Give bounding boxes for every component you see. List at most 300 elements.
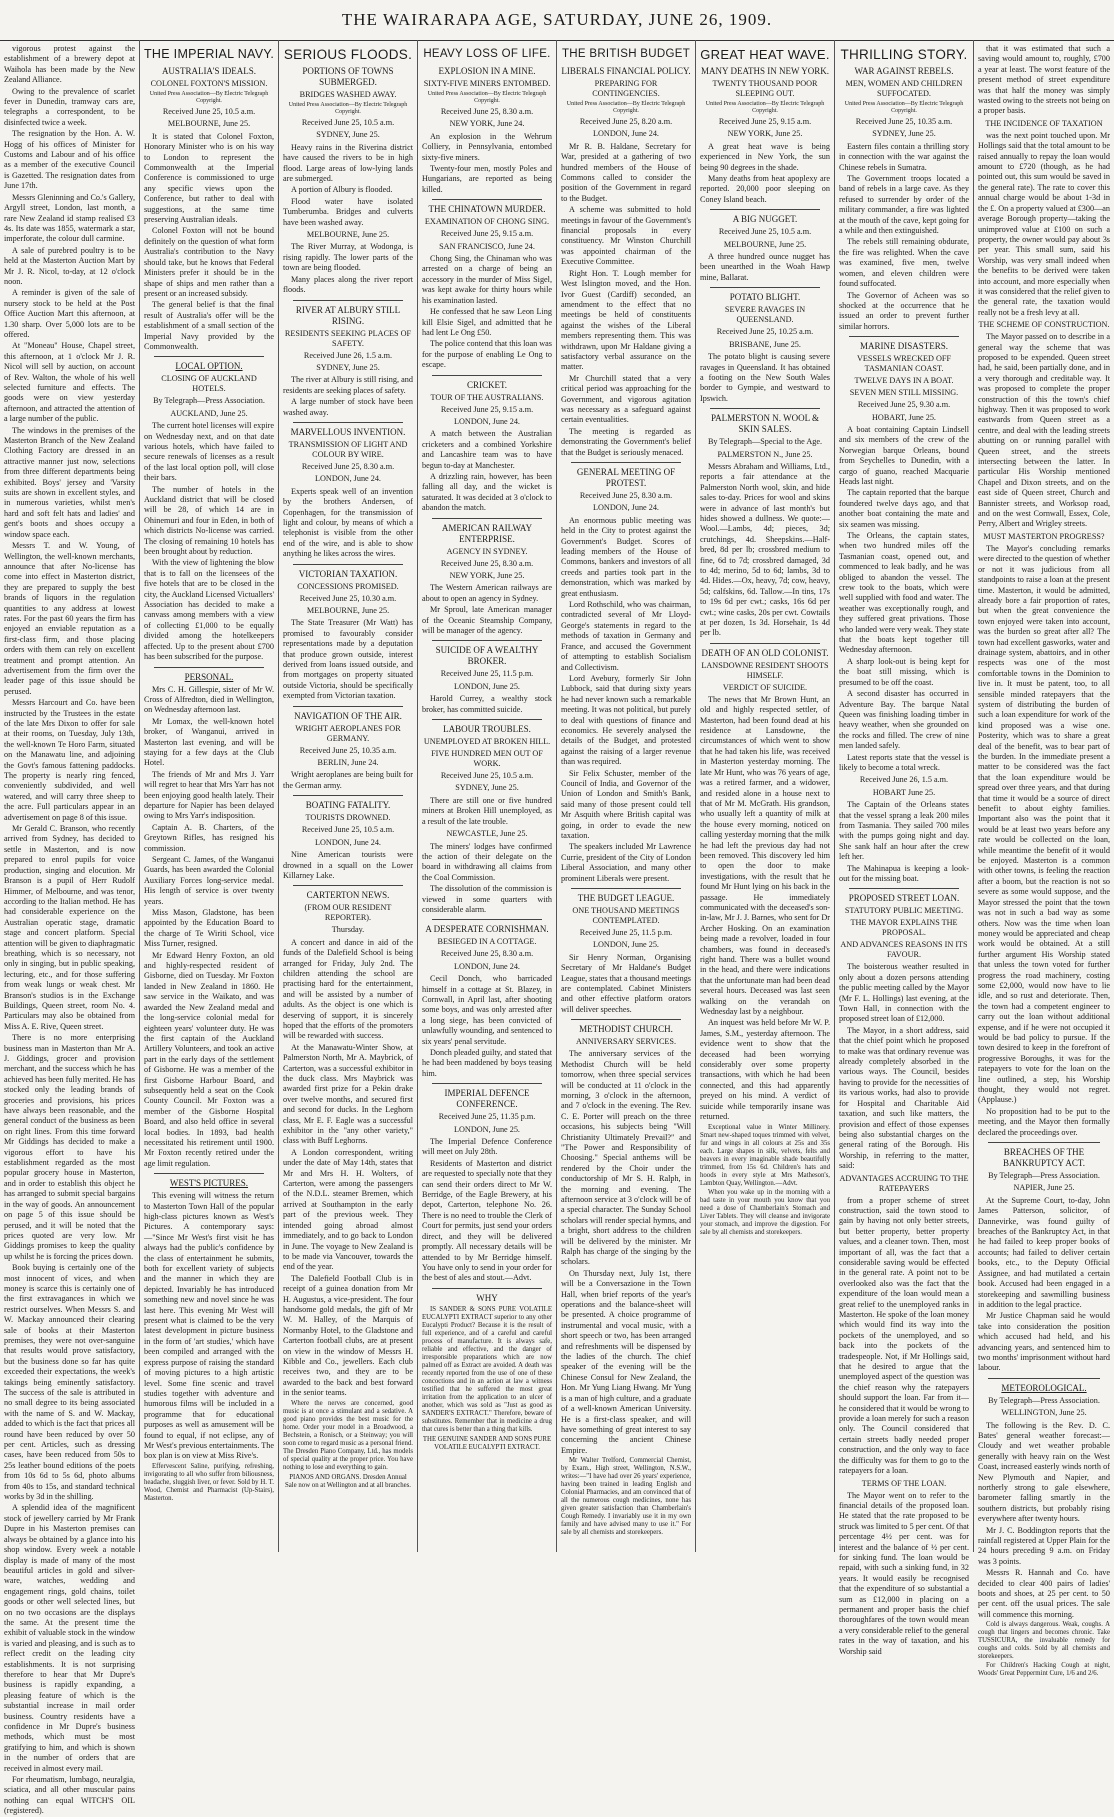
dateline: By Telegraph—Press Association. bbox=[988, 1171, 1100, 1181]
paragraph: Latest reports state that the vessel is likely to become a total wreck. bbox=[839, 752, 969, 772]
article-body bbox=[283, 487, 413, 560]
subhead: SEVEN MEN STILL MISSING. bbox=[849, 388, 959, 398]
paragraph: The resignation by the Hon. A. W. Hogg of his offices of Minister for Customs and Labour and of his office as a member of the executive Council is Gazetted. The resignation dates from June 17th. bbox=[4, 129, 135, 191]
article-body bbox=[283, 770, 413, 791]
article-body bbox=[700, 352, 830, 404]
paragraph: He confessed that he saw Leon Ling kill Elsie Sigel, and admitted that he had lent Le Ong £50. bbox=[422, 307, 552, 337]
paragraph: The Mayor passed on to describe in a general way the scheme that was proposed to be expended. Queen street had, he said, been partially done, and in a very thorough and creditable way. It was proposed to complete the proper construction of this the town's chief highway. Then it was proposed to work eastwards from Queen street as a centre, and deal with the leading streets abutting on or running parallel with Queen street, and the streets intersecting between the latter. In particular His Worship mentioned Chapel and Dixon streets, and on the east side of Queen street, Church and Bannister streets, and Worksop road, and on the west Cornwall, Essex, Cole, Perry, Albert and Wrigley streets. bbox=[978, 332, 1110, 529]
column-rule bbox=[293, 706, 403, 707]
column-1-body bbox=[4, 44, 135, 1817]
dateline: NEW YORK, June 25. bbox=[449, 571, 525, 580]
paragraph: Right Hon. T. Lough member for West Islington moved, and the Hon. Ivor Guest (Cardiff) seconded, an amendment to the effect that no meetings be held of constituents against the wishes of the Liberal members representing them. This was withdrawn, upon Mr Haldane giving a satisfactory verbal assurance on the matter. bbox=[561, 268, 691, 372]
paragraph: A three hundred ounce nugget has been unearthed in the Woah Hawp mine, Ballarat. bbox=[700, 252, 830, 282]
section-heading: MUST MASTERTON PROGRESS? bbox=[983, 531, 1105, 541]
paragraph: Cecil Donch, who barricaded himself in a cottage at St. Blazey, in Cornwall, in April last, after shooting some boys, and was only arrested after a long siege, has been convicted of unlawfully wounding, and sentenced to six years' penal servitude. bbox=[422, 974, 552, 1046]
advertisement: Effervescent Saline, purifying, refreshing, invigorating to all who suffer from biliousness, headache, sluggish liver, or fever. Sold by H. T. Wood, Chemist and Pharmacist (Up-Stairs), Masterton. bbox=[144, 1462, 274, 1502]
paragraph: The Captain of the Orleans states that the vessel sprang a leak 200 miles from Tasmania. They sailed 700 miles with the pumps going night and day. She sank half an hour after the crew left her. bbox=[839, 800, 969, 862]
column-4 bbox=[418, 40, 557, 1552]
article-body bbox=[422, 796, 552, 827]
column-rule bbox=[571, 888, 681, 889]
paragraph: Donch pleaded guilty, and stated that he had been maddened by boys teasing him. bbox=[422, 1048, 552, 1078]
subhead: MANY DEATHS IN NEW YORK. bbox=[701, 66, 829, 76]
section-heading: PROPOSED STREET LOAN. bbox=[848, 893, 960, 904]
dateline: LONDON, June 25. bbox=[593, 940, 659, 950]
dateline: WELLINGTON, June 25. bbox=[1001, 1408, 1087, 1418]
article-body bbox=[561, 1049, 691, 1456]
column-rule bbox=[432, 199, 542, 200]
paragraph: The boisterous weather resulted in only about a dozen persons attending the public meeting called by the Mayor (Mr F. L. Hollings) last evening, at the Town Hall, in connection with the proposed street loan of £12,000. bbox=[839, 962, 969, 1024]
dateline: Received June 25, 10.5 a.m. bbox=[301, 118, 395, 127]
paragraph: A London correspondent, writing under the date of May 14th, states that Mr and Mrs H. H. Wolters, of Carterton, were among the passengers of the N.D.L. steamer Bremen, which arrived at Southampton in the early part of the previous week. They intended going abroad almost immediately, and to go back to London in June. The voyage to New Zealand is to be made via Vancouver, towards the end of the year. bbox=[283, 1147, 413, 1272]
paragraph: Heavy rains in the Riverina district have caused the rivers to be in high flood. Large areas of low-lying lands are submerged. bbox=[283, 142, 413, 184]
subhead: ONE THOUSAND MEETINGS CONTEMPLATED. bbox=[572, 906, 680, 926]
dateline: BERLIN, June 24. bbox=[317, 758, 379, 768]
dateline: By Telegraph—Press Association. bbox=[153, 396, 265, 406]
subhead: EXAMINATION OF CHONG SING. bbox=[424, 217, 550, 227]
paragraph: The Mahinapua is keeping a look-out for the missing boat. bbox=[839, 863, 969, 883]
dateline: HOBART, June 25. bbox=[872, 412, 936, 422]
paragraph: was the next point touched upon. Mr Hollings said that the total amount to be raised annually to repay the loan would amount to £720 (though, as he had pointed out, this sum would be saved in the general rate). The rate to cover this annual charge would be about 1-3d in the £. On a property valued at £300—an average Borough property—taking the unimproved value at £100 on such a property, the owner would pay about 3s per year. This small sum, said his Worship, was very small indeed when the benefits to be derived were taken into account, and more especially when it was considered that the relief given to the general rate, the taxation would really not be a fresh levy at all. bbox=[978, 130, 1110, 317]
paragraph: The following is the Rev. D. C. Bates' general weather forecast:—Cloudy and wet weather probable generally with heavy rain on the West Coast, increased easterly winds north of New Plymouth and Napier, and northerly strong to gale elsewhere, barometer falling smartly in the southern districts, but probably rising everywhere after twenty hours. bbox=[978, 1420, 1110, 1524]
paragraph: Mr Edward Henry Foxton, an old and highly-respected resident of Gisborne, died on Tuesday. Mr Foxton landed in New Zealand in 1860. He saw service in the Waikato, and was awarded the New Zealand medal and the long-service colonial medal for eighteen years' volunteer duty. He was the first captain of the Auckland Artillery Volunteers, and took an active part in the early days of the settlement of Gisborne. He was a member of the first Gisborne Harbour Board, and subsequently held a seat on the Cook County Council. Mr Foxton was a member of the Gisborne Hospital Board, and also held office in several local bodies. In 1893, bad health necessitated his retirement until 1900. Mr Foxton recently retired under the age limit regulation. bbox=[144, 950, 274, 1168]
paragraph: Mrs C. H. Gillespie, sister of Mr W. Cross of Alfredton, died in Wellington, on Wednesday afternoon last. bbox=[144, 684, 274, 715]
masthead bbox=[0, 0, 1114, 41]
column-rule bbox=[571, 1019, 681, 1020]
paragraph: Sergeant C. James, of the Wanganui Guards, has been awarded the Colonial Auxiliary Forces long-service medal. His length of service is over twenty years. bbox=[144, 855, 274, 906]
dateline: LONDON, June 24. bbox=[454, 961, 520, 971]
paragraph: vigorous protest against the establishment of a brewery depot at Waihola has been made by the New Zealand Alliance. bbox=[4, 44, 135, 85]
dateline: SYDNEY, June 25. bbox=[316, 362, 380, 372]
paragraph: The potato blight is causing severe ravages in Queensland. It has obtained a footing on the New South Wales border to Gympie, and westward to Ipswich. bbox=[700, 352, 830, 403]
article-body bbox=[839, 1196, 969, 1477]
paragraph: The river at Albury is still rising, and residents are seeking places of safety. bbox=[283, 375, 413, 395]
dateline: PALMERSTON N., June 25. bbox=[717, 449, 813, 459]
dateline: LONDON, June 25. bbox=[454, 681, 520, 691]
dateline: Received June 25, 9.15 a.m. bbox=[440, 404, 534, 414]
paragraph: The rebels still remaining obdurate, the fire was relighted. When the cave was examined, five men, twelve women, and eleven children were found suffocated. bbox=[839, 237, 969, 289]
article-body bbox=[422, 254, 552, 370]
dateline: Received June 25, 10.35 a.m. bbox=[855, 117, 953, 126]
paragraph: Mr Gerald C. Branson, who recently arrived from Sydney, has decided to settle in Masterton, and is now prepared to enrol pupils for voice production, singing and elocution. Mr Branson is a pupil of Herr Rudolf Himmer, of Melbourne, and was tenor, according to the Italian method. He has had considerable experience on the Australian operatic stage, dramatic stage and concert platform. Special attention will be given to diaphragmatic breathing, which is so necessary, not only in singing, but in public speaking, lecturing, etc., and for those suffering from weak lungs or weak chest. Mr Branson's studios is in the Exchange Buildings, Queen street, room No. 4. Particulars may also be obtained from Miss A. E. Rive, Queen street. bbox=[4, 824, 135, 1031]
paragraph: Messrs T. and W. Young, of Wellington, the well-known merchants, announce that after No-license has come into effect in Masterton district, they are prepared to supply the best brands of liquors in the regulation quantities to any address at lowest rates. For the past 60 years the firm has enjoyed an enviable reputation as a first-class firm, and those placing orders with them can rely on excellent treatment and prompt attention. An advertisement from the firm over the leader page of this issue should be perused. bbox=[4, 541, 135, 696]
dateline: LONDON, June 24. bbox=[593, 129, 659, 139]
paragraph: Nine American tourists were drowned in a squall on the Lower Killarney Lake. bbox=[283, 850, 413, 880]
subhead: AND ADVANCES REASONS IN ITS FAVOUR. bbox=[840, 940, 968, 960]
article-body bbox=[978, 1196, 1110, 1374]
dateline: Received June 25, 9.15 a.m. bbox=[718, 117, 812, 126]
subhead: COLONEL FOXTON'S MISSION. bbox=[150, 79, 268, 88]
article-body bbox=[700, 462, 830, 639]
dateline: Received June 26, 1.5 a.m. bbox=[859, 775, 949, 785]
paragraph: A reminder is given of the sale of nursery stock to be held at the Post Office Auction Mart this afternoon, at 1.30 sharp. Over 5,000 lots are to be offered. bbox=[4, 288, 135, 339]
paragraph: Harold Currey, a wealthy stock broker, has committed suicide. bbox=[422, 694, 552, 714]
wire-credit: United Press Association—By Electric Telegraph Copyright. bbox=[149, 91, 269, 104]
dateline: MELBOURNE, June 25. bbox=[306, 230, 390, 240]
article-body bbox=[561, 516, 691, 884]
paragraph: Experts speak well of an invention by the brothers Andersen, of Copenhagen, for the transmission of light and colour, by means of which a telephonist is visible from the other end of the wire, and is able to show anything he likes across the wires. bbox=[283, 486, 413, 559]
column-rule bbox=[710, 408, 820, 409]
wire-credit: United Press Association—By Electric Telegraph Copyright. bbox=[844, 101, 964, 114]
column-rule bbox=[710, 209, 820, 210]
paragraph: The River Murray, at Wodonga, is rising rapidly. The lower parts of the town are being flooded. bbox=[283, 242, 413, 273]
article-body bbox=[978, 44, 1110, 117]
subhead: STATUTORY PUBLIC MEETING. bbox=[844, 906, 964, 916]
article-body bbox=[839, 1491, 969, 1658]
paragraph: The anniversary services of the Methodist Church will be held tomorrow, when three special services will be conducted at 11 o'clock in the morning, 3 o'clock in the afternoon, and 7 o'clock in the evening. The Rev. C. E. Porter will preach on the three occasions, his subjects being "Will Christianity Ultimately Prevail?" and "The Power and Responsibility of Choosing." Special anthems will be rendered by the Choir under the conductorship of Mr S. H. Ralph, in the morning and evening. The afternoon service at 3 o'clock will be of a special character. The Sunday School scholars will render special hymns, and a bright, short address to the children will be delivered by the minister. Mr Ralph has charge of the singing by the scholars. bbox=[561, 1049, 691, 1267]
paragraph: The meeting is regarded as demonstrating the Government's belief that the Budget is seriously menaced. bbox=[561, 426, 691, 457]
article-body bbox=[422, 1137, 552, 1284]
section-heading: DEATH OF AN OLD COLONIST. bbox=[701, 647, 829, 658]
paragraph: No proposition had to be put to the meeting, and the Mayor then formally declared the proceedings over. bbox=[978, 1106, 1110, 1137]
article-body bbox=[700, 252, 830, 283]
dateline: SYDNEY, June 25. bbox=[455, 783, 519, 793]
dateline: MELBOURNE, June 25. bbox=[723, 239, 807, 249]
paragraph: A great heat wave is being experienced in New York, the sun being 90 degrees in the shade. bbox=[700, 141, 830, 172]
article-body bbox=[422, 842, 552, 916]
paragraph: Messrs Harcourt and Co. have been instructed by the Trustees in the estate of the late Mrs Dixon to offer for sale at their rooms, on Tuesday, July 13th, the well-known Te Horo Farm, situated on the Manawatu line, and adjoining the Govt's famous fattening paddocks. The property is nearly ring fenced, conveniently subdivided, and well watered, and will carry three sheep to the acre. Full particulars appear in an advertisement on page 8 of this issue. bbox=[4, 698, 135, 822]
wire-credit: United Press Association—By Electric Telegraph Copyright. bbox=[705, 101, 825, 114]
article-body bbox=[283, 242, 413, 295]
article-body bbox=[700, 142, 830, 205]
columns bbox=[0, 40, 1114, 1816]
article-body bbox=[283, 143, 413, 228]
dateline: Received June 25, 8.30 a.m. bbox=[301, 461, 395, 471]
paragraph: The general belief is that the final result of Australia's offer will be the establishment of a small section of the Imperial Navy provided by the Commonwealth. bbox=[144, 300, 274, 351]
paragraph: There is no more enterprising business man in Masterton than Mr A. J. Giddings, grocer and provision merchant, and the success which he has achieved has been fully merited. He has stocked only the leading brands of groceries and provisions, his prices have always been reasonable, and the general conduct of the business as been on right lines. From this time forward Mr Giddings has decided to make a vigorous effort to have his establishment regarded as the most popular grocery house in Masterton, and in order to establish this object he has arranged to submit special bargains in the way of goods. An announcement on page 5 of this issue should be perused, and it will be noted that the prices quoted are very low. Mr Giddings promises to keep the quality up whilst he is forcing the prices down. bbox=[4, 1033, 135, 1261]
dateline: Received June 25, 8.30 a.m. bbox=[440, 949, 534, 959]
paragraph: The current hotel licenses will expire on Wednesday next, and on that date various hotels, which have failed to secure renewals of licenses as a result of the last local option poll, will close their bars. bbox=[144, 421, 274, 483]
paragraph: The State Treasurer (Mr Watt) has promised to favourably consider representations made by a deputation that produce grown outside, interest derived from loans issued outside, and from mortgages on property situated outside Victoria, should be specifically exempted from Victorian taxation. bbox=[283, 618, 413, 701]
column-rule bbox=[432, 375, 542, 376]
paragraph: Miss Mason, Gladstone, has been appointed by the Education Board to the charge of Te Wiriti School, vice Miss Turner, resigned. bbox=[144, 908, 274, 949]
paragraph: The news that Mr Brown Hunt, an old and highly respected settler, of Masterton, had been found dead at his residence at Lansdowne, the circumstances of which went to show that he had taken his life, was received in Masterton yesterday morning. The late Mr Hunt, who was 76 years of age, was a retired farmer, and a widower, and resided alone in a house next to that of Mr M. McGrath. His grandson, who usually left a quantity of milk at the house every morning, noticed on calling yesterday morning that the milk he had left the previous day had not been removed. This discovery led him to open the door to make investigations, with the result that he found Mr Hunt lying on his back in the passage. He immediately communicated with the deceased's son-in-law, Mr J. J. Barnes, who sent for Dr Archer Hosking. On an examination being made a revolver, loaded in four chambers, was found in deceased's right hand. There was a bullet wound in the head, and there were indications that the unfortunate man had been dead several hours. Deceased was last seen walking on the verandah on Wednesday last by a neighbour. bbox=[700, 694, 830, 1017]
article-body bbox=[700, 695, 830, 1123]
dateline: NEW YORK, June 24. bbox=[449, 119, 525, 129]
headline-heavy-loss-of-life: HEAVY LOSS OF LIFE. bbox=[423, 48, 551, 60]
dateline: By Telegraph—Press Association. bbox=[988, 1395, 1100, 1405]
paragraph: This evening will witness the return to Masterton Town Hall of the popular high-class pictures known as West's Pictures. A contemporary says:—"Since Mr West's first visit he has always had the public's confidence by the class of entertainment he submits, both for excellent variety of subjects and the manner in which they are depicted. Invariably he has introduced something new and novel since he was last here. This evening Mr West will present what is claimed to be the very latest development in picture business in the form of 'art studies,' which have been compiled and arranged with the express purpose of raising the standard of moving pictures to a high artistic level. Some fine scenic and travel studies together with adventure and humorous films will be included in a programme that for educational purposes as well as amusement will be found to equal, if not eclipse, any of Mr West's previous entertainments. The box plan is on view at Miss Rive's. bbox=[144, 1191, 274, 1461]
paragraph: Owing to the prevalence of scarlet fever in Dunedin, tramway cars are, telegraphs a correspondent, to be disinfected twice a week. bbox=[4, 86, 135, 127]
dateline: Received June 25, 10.5 a.m. bbox=[440, 771, 534, 781]
dateline: LONDON, June 24. bbox=[593, 503, 659, 513]
paragraph: The Orleans, the captain states, when two hundred miles off the Tasmanian coast, opened out, and commenced to leak badly, and he was obliged to abandon the vessel. The crew took to the boats, which were well supplied with food and water. The weather was exceptionally rough, and they suffered great privations. Those who landed were very weak. They state that the boats kept together till Wednesday afternoon. bbox=[839, 531, 969, 655]
article-body bbox=[144, 132, 274, 353]
column-rule bbox=[293, 795, 403, 796]
subhead: VERDICT OF SUICIDE. bbox=[722, 682, 808, 692]
subhead: SIXTY-FIVE MINERS ENTOMBED. bbox=[423, 79, 551, 88]
paragraph: The Mayor went on to refer to the financial details of the proposed loan. He stated that the rate proposed to be struck was limited to 5 per cent. Of that percentage 4½ per cent. was for interest and the balance of ½ per cent. for sinking fund. The loan would be repaid, with such a sinking fund, in 32 years. It would easily be recognised that the expenditure of so substantial a sum as £12,000 in placing on a permanent and proper basis the chief thoroughfares of the town would mean a very considerable relief to the general rates in the way of taxation, and his Worship said bbox=[839, 1490, 969, 1656]
paragraph: Lord Avebury, formerly Sir John Lubbock, said that during sixty years he had never known such a remarkable meeting. It was not political, but purely to deal with questions of finance and economics. He severely analysed the details of the Budget, and protested against the raising of a larger revenue than was required. bbox=[561, 673, 691, 767]
subhead: RESIDENTS SEEKING PLACES OF SAFETY. bbox=[284, 328, 412, 348]
dateline: By Telegraph—Special to the Age. bbox=[707, 437, 823, 447]
section-heading: GENERAL MEETING OF PROTEST. bbox=[576, 467, 676, 488]
article-body bbox=[422, 132, 552, 195]
dateline: Thursday. bbox=[331, 925, 365, 935]
paragraph: Sir Felix Schuster, member of the Council of India, and Governor of the Union of London and Smith's Bank, said many of those present could tell Mr Asquith where British capital was going, in order to evade the new taxation. bbox=[561, 768, 691, 840]
dateline: Received June 25, 8.30 a.m. bbox=[440, 107, 534, 116]
column-rule bbox=[432, 919, 542, 920]
dateline: Received June 25, 11.5 p.m. bbox=[579, 928, 673, 938]
column-rule bbox=[710, 287, 820, 288]
column-2 bbox=[140, 40, 279, 1552]
dateline: Received June 25, 10.5 a.m. bbox=[162, 107, 256, 116]
article-body bbox=[283, 618, 413, 701]
column-6 bbox=[696, 40, 835, 1552]
article-body bbox=[144, 685, 274, 1170]
paragraph: At "Moneau" House, Chapel street, this afternoon, at 1 o'clock Mr J. R. Nicol will sell by auction, on account of Rev. Walton, the whole of his well selected furniture and effects. The goods were on view yesterday afternoon, and attracted the attention of a large number of the public. bbox=[4, 341, 135, 424]
paragraph: Mr Lomax, the well-known hotel broker, of Wanganui, arrived in Masterton last evening, and will be staying for a few days at the Club Hotel. bbox=[144, 716, 274, 768]
paragraph: An explosion in the Wehrum Colliery, in Pennsylvania, entombed sixty-five miners. bbox=[422, 131, 552, 162]
dateline: LONDON, June 25. bbox=[454, 1124, 520, 1134]
article-body bbox=[422, 429, 552, 513]
section-heading: BOATING FATALITY. bbox=[305, 800, 391, 811]
paragraph: With the view of lightening the blow that is to fall on the licensees of the five hotels that are to be closed in the city, the Auckland Licensed Victuallers' Association has decided to make a canvass among members with a view of collecting £1,000 to be equally divided among the hotelkeepers affected. Up to the present about £700 has been subscribed for the purpose. bbox=[144, 558, 274, 662]
paragraph: At the Supreme Court, to-day, John James Patterson, solicitor, of Dannevirke, was found guilty of breaches of the Bankruptcy Act, in that he had failed to keep proper books of accounts; had failed to deliver certain books, etc., to the Deputy Official Assignee, and had mutilated a certain book. Accused had been engaged in a storekeeping and sawmilling business in addition to the legal practice. bbox=[978, 1195, 1110, 1309]
column-rule bbox=[293, 422, 403, 423]
paragraph: The captain reported that the barque foundered twelve days ago, and that another boat containing the mate and six seamen was missing. bbox=[839, 488, 969, 529]
dateline: SAN FRANCISCO, June 24. bbox=[439, 241, 535, 251]
advertisement: Mr Walter Trelford, Commercial Chemist, by Exam., High street, Wellington, N.S.W., writes:—"I have had over 26 years' experience, having been trained in leading English and Colonial Pharmacies, and am convinced that of all the numerous cough medicines, none has given greater satisfaction than Chamberlain's Cough Remedy. I invariably use it in my own family and have advised many to use it." For sale by all chemists and storekeepers. bbox=[561, 1457, 691, 1537]
dateline: Received June 25, 8.20 a.m. bbox=[579, 117, 673, 126]
section-heading: LOCAL OPTION. bbox=[175, 361, 243, 372]
dateline: MELBOURNE, June 25. bbox=[167, 119, 251, 129]
paragraph: An enormous public meeting was held in the City to protest against the Government's Budget. Scores of leading members of the House of Commons, bankers and investors of all creeds and parties took part in the demonstration, which was marked by great enthusiasm. bbox=[561, 515, 691, 598]
headline-imperial-navy: THE IMPERIAL NAVY. bbox=[144, 47, 275, 61]
subhead: BRIDGES WASHED AWAY. bbox=[299, 90, 397, 99]
section-heading: WHY bbox=[476, 1292, 498, 1303]
paragraph: that it was estimated that such a saving would amount to, roughly, £700 a year at least. The worst feature of the present method of street expenditure was that half the money was simply wasted owing to the streets not being on a proper basis. bbox=[978, 44, 1110, 116]
section-heading: METEOROLOGICAL. bbox=[1001, 1382, 1087, 1393]
paragraph: Residents of Masterton and district are requested to specially note that they can send their orders direct to Mr W. Berridge, of the Eagle Brewery, at his depot, Carterton, telephone No. 26. There is no need to trouble the Clerk of Court for permits, just send your orders direct, and they will be delivered promptly. All necessary details will be attended to by Mr Berridge himself. You have only to send in your order for the best of ales and stout.—Advt. bbox=[422, 1158, 552, 1283]
section-heading: MARVELLOUS INVENTION. bbox=[290, 426, 406, 437]
dateline: NEWCASTLE, June 25. bbox=[446, 829, 528, 839]
article-body bbox=[839, 142, 969, 332]
advertisement: IS SANDER & SONS PURE VOLATILE EUCALYPTI EXTRACT superior to any other Eucalypti Product? Because it is the result of full experience, and of a careful and careful process of manufacture. It is always safe, reliable and effective, and the danger of irresponsible preparations which are now palmed off as Extract are avoided. A death was recently reported from the use of one of these concoctions and in an action at law a witness testified that he suffered the most great irritation from the application to an ulcer of another, which was sold as "Just as good as SANDER'S EXTRACT." Therefore, beware of substitutes. Remember that in medicine a drug that cures is better than a thing that kills. bbox=[422, 1305, 552, 1433]
paragraph: The friends of Mr and Mrs J. Yarr will regret to hear that Mrs Yarr has not been enjoying good health lately. Their departure for Napier has been delayed owing to Mrs Yarr's indisposition. bbox=[144, 769, 274, 821]
dateline: LONDON, June 24. bbox=[454, 416, 520, 426]
article-body bbox=[144, 421, 274, 662]
column-rule bbox=[154, 667, 264, 668]
paragraph: The Imperial Defence Conference will meet on July 28th. bbox=[422, 1137, 552, 1157]
section-heading: PALMERSTON N. WOOL & SKIN SALES. bbox=[710, 413, 819, 435]
article-body bbox=[422, 583, 552, 636]
section-heading: CRICKET. bbox=[466, 379, 508, 390]
column-rule bbox=[154, 356, 264, 357]
paragraph: Chong Sing, the Chinaman who was arrested on a charge of being an accessory in the murder of Miss Sigel, was kept awake for thirty hours while his examination lasted. bbox=[422, 254, 552, 305]
paragraph: Captain A. B. Charters, of the Greytown Rifles, has resigned his commission. bbox=[144, 822, 274, 853]
article-body bbox=[283, 938, 413, 1399]
advertisement: Exceptional value in Winter Millinery. Smart new-shaped toques trimmed with velvet, fur and wings in all colours at 25s and 35s each. Large shapes in silk, velvets, felts and beavers in every imaginable shade beautifully trimmed, from 15s 6d. Children's hats and hoods in every style at Mrs Matheson's, Lambton Quay, Wellington.—Advt. bbox=[700, 1123, 830, 1187]
paragraph: Book buying is certainly one of the most innocent of vices, and when money is scarce this is certainly one of the first extravagances in which we restrict ourselves. When Messrs S. and W. Mackay announced their clearing sale of books at their Masterton premises, they were not over-sanguine that results would prove satisfactory, but the business done so far has quite exceeded their expectations, the week's takings being eminently satisfactory. The success of the sale is attributed in no small degree to its being associated with the name of S. and W. Mackay, added to which is the fact that prices all round have been reduced by over 50 per cent. Articles, such as dressing cases, have been reduced from 50s to 25s leather bound editions of the poets from 10s 6d to 5s 6d, photo albums from 40s to 15s, and standard technical works by 3d in the shilling. bbox=[4, 1263, 135, 1502]
column-rule bbox=[293, 564, 403, 565]
section-heading: THE CHINATOWN MURDER. bbox=[428, 204, 546, 215]
section-heading: NAVIGATION OF THE AIR. bbox=[294, 710, 402, 721]
dateline: Received June 25, 10.25 a.m. bbox=[716, 327, 814, 337]
paragraph: Lord Rothschild, who was chairman, contradicted several of Mr Lloyd-George's statements in regard to the methods of taxation in Germany and France, and accused the Government of attempting to establish Socialism and Collectivism. bbox=[561, 600, 691, 672]
column-rule bbox=[293, 300, 403, 301]
wire-credit: United Press Association—By Electric Telegraph Copyright. bbox=[566, 101, 686, 114]
column-rule bbox=[293, 885, 403, 886]
paragraph: Twenty-four men, mostly Poles and Hungarians, are reported as being killed. bbox=[422, 164, 552, 194]
article-body bbox=[839, 800, 969, 884]
section-heading: THE INCIDENCE OF TAXATION bbox=[985, 118, 1103, 128]
subhead: WAR AGAINST REBELS. bbox=[854, 66, 954, 76]
paragraph: On Thursday next, July 1st, there will be a Conversazione in the Town Hall, when brief reports of the year's operations and the balance-sheet will be presented. A choice programme of instrumental and vocal music, with a short speech or two, has been arranged and refreshments will be dispensed by the ladies of the church. The chief speaker of the evening will be the Chinese Consul for New Zealand, the Hon. Mr Yung Liang Hwang. Mr Yung is a man of high culture, and a graduate of a well-known American University. He is a first-class speaker, and will have something of great interest to say concerning the ancient Chinese Empire. bbox=[561, 1268, 691, 1455]
dateline: Received June 25, 9.15 a.m. bbox=[440, 229, 534, 239]
dateline: Received June 25, 10.30 a.m. bbox=[299, 593, 397, 603]
wire-credit: United Press Association—By Electric Telegraph Copyright. bbox=[427, 91, 547, 104]
paragraph: Messrs R. Hannah and Co. have decided to clear 400 pairs of ladies' boots and shoes, at 25 per cent. to 50 per cent. off the usual prices. The sale will commence this morning. bbox=[978, 1568, 1110, 1619]
subhead: TOUR OF THE AUSTRALIANS. bbox=[430, 392, 544, 402]
dateline: Received June 25, 10.35 a.m. bbox=[299, 745, 397, 755]
headline-great-heat-wave: GREAT HEAT WAVE. bbox=[700, 47, 830, 62]
dateline: MELBOURNE, June 25. bbox=[306, 606, 390, 615]
subhead: CONCESSIONS PROMISED. bbox=[297, 581, 399, 591]
advertisement: THE GENUINE SANDER AND SONS PURE VOLATILE EUCALYPTI EXTRACT. bbox=[422, 1435, 552, 1451]
paragraph: Mr Churchill stated that a very critical period was approaching for the Government, and vigorous agitation was necessary as a safeguard against certain eventualities. bbox=[561, 373, 691, 425]
paragraph: An inquest was held before Mr W. P. James, S.M., yesterday afternoon. The evidence went to show that the deceased had been worrying considerably over some property transactions, with which he had been connected, and this had apparently preyed on his mind. A verdict of suicide while temporarily insane was returned. bbox=[700, 1018, 830, 1122]
subhead: MEN, WOMEN AND CHILDREN SUFFOCATED. bbox=[845, 79, 963, 98]
subhead: LIBERALS FINANCIAL POLICY. bbox=[561, 66, 691, 76]
column-7 bbox=[835, 40, 974, 1656]
section-heading: THE BUDGET LEAGUE. bbox=[577, 893, 675, 904]
paragraph: Flood water have isolated Tumberumba. Bridges and culverts have been washed away. bbox=[283, 196, 413, 227]
paragraph: A drizzling rain, however, has been falling all day, and the wicket is saturated. It was decided at 3 o'clock to abandon the match. bbox=[422, 471, 552, 513]
subhead: LANSDOWNE RESIDENT SHOOTS HIMSELF. bbox=[701, 660, 829, 680]
paragraph: Colonel Foxton will not be bound definitely on the question of what form Australia's contribution to the Navy should take, but he knows that Federal Ministers prefer it should be in the shape of ships and men rather than a present or an increased subsidy. bbox=[144, 226, 274, 298]
subhead: TWENTY THOUSAND POOR SLEEPING OUT. bbox=[712, 79, 818, 98]
paragraph: Many deaths from heat apoplexy are reported. 20,000 poor sleeping on Coney Island beach. bbox=[700, 174, 830, 204]
dateline: Received June 25, 8.30 a.m. bbox=[440, 558, 534, 568]
column-rule bbox=[432, 1288, 542, 1289]
subhead: CLOSING OF AUCKLAND HOTELS. bbox=[161, 374, 257, 394]
column-rule bbox=[849, 336, 959, 337]
section-heading: SUICIDE OF A WEALTHY BROKER. bbox=[435, 645, 539, 667]
advertisement: For Children's Hacking Cough at night, Woods' Great Peppermint Cure, 1/6 and 2/6. bbox=[978, 1662, 1110, 1678]
section-heading: LABOUR TROUBLES. bbox=[443, 724, 531, 735]
paragraph: Mr Justice Chapman said he would take into consideration the position which accused had held, and his advancing years, and sentenced him to two months' imprisonment without hard labour. bbox=[978, 1311, 1110, 1373]
column-rule bbox=[988, 1378, 1100, 1379]
paragraph: The Dalefield Football Club is in receipt of a guinea donation from Mr H. Augustus, a vice-president. The four handsome gold medals, the gift of Mr W. M. Halley, of the Marquis of Normanby Hotel, to the Gladstone and Carterton football clubs, are at present on view in the window of Messrs H. Kibble and Co., jewellers. Each club receives two, and they are to be awarded to the back and best forward in the senior teams. bbox=[283, 1273, 413, 1398]
masthead-title: THE WAIRARAPA AGE, SATURDAY, JUNE 26, 1909. bbox=[341, 10, 773, 29]
paragraph: At the Manawatu-Winter Show, at Palmerston North, Mr A. Maybrick, of Carterton, was a successful exhibitor in the duck class. Mrs Maybrick was awarded first prize for a Pekin drake over twelve months, and secured first and second for ducks. In the Leghorn class, Mr E. F. Eagle was a successful exhibitor in the "any other variety," class with Buff Leghorns. bbox=[283, 1042, 413, 1146]
dateline: BRISBANE, June 25. bbox=[729, 339, 801, 349]
section-heading: IMPERIAL DEFENCE CONFERENCE. bbox=[444, 1088, 530, 1110]
dateline: Received June 25, 11.5 p.m. bbox=[440, 669, 534, 679]
column-rule bbox=[710, 643, 820, 644]
dateline: HOBART June 25. bbox=[872, 787, 936, 797]
section-heading: MARINE DISASTERS. bbox=[859, 341, 948, 352]
column-5 bbox=[557, 40, 696, 1552]
paragraph: Mr R. B. Haldane, Secretary for War, presided at a gathering of two hundred members of the House of Commons called to consider the position of the Government in regard to the Budget. bbox=[561, 141, 691, 203]
paragraph: Many places along the river report floods. bbox=[283, 274, 413, 295]
paragraph: The dissolution of the commission is viewed in some quarters with considerable alarm. bbox=[422, 884, 552, 914]
dateline: SYDNEY, June 25. bbox=[872, 129, 936, 139]
column-rule bbox=[432, 719, 542, 720]
article-body bbox=[283, 375, 413, 418]
section-heading: ADVANTAGES ACCRUING TO THE RATEPAYERS bbox=[839, 1173, 969, 1193]
column-8 bbox=[974, 40, 1114, 1678]
column-rule bbox=[154, 1173, 264, 1174]
subhead: THE MAYOR EXPLAINS THE PROPOSAL. bbox=[850, 918, 958, 938]
advertisement: Where the nerves are concerned, good music is at once a stimulant and a sedative. A good piano provides the best music for the home. Order your model in a Broadwood, a Bechstein, a Ronisch, or a Steinway; you will soon come to regard music as a personal friend. The Dresden Piano Company, Ltd., has models of special quality at the proper price. You have nothing to lose and everything to gain. bbox=[283, 1399, 413, 1471]
column-rule bbox=[432, 640, 542, 641]
column-rule bbox=[988, 1142, 1100, 1143]
paragraph: A splendid idea of the magnificent stock of jewellery carried by Mr Frank Dupre in his Masterton premises can always be obtained by a glance into his shop window. Every week a notable display is made of many of the most beautiful articles in gold and silver-ware, watches, wedding and engagement rings, gold chains, toilet goods or other well selected lines, but on no two occasions are the displays the same. At the present time the exhibit of valuable stock in the window is varied and pleasing, and is such as to reflect credit on the leading city establishments. It is not surprising therefore to hear that Mr Dupre's business is rapidly expanding, a pleasing feature of which is the substantial increase in mail order business. Country residents have a confidence in Mr Dupre's business methods, which must be most gratifying to him, and which is shown in the number of orders that are received in almost every mail. bbox=[4, 1503, 135, 1773]
paragraph: The miners' lodges have confirmed the action of their delegate on the board in withdrawing all claims from the Coal Commission. bbox=[422, 841, 552, 882]
paragraph: The Western American railways are about to open an agency in Sydney. bbox=[422, 583, 552, 603]
paragraph: Wright aeroplanes are being built for the German army. bbox=[283, 770, 413, 790]
column-3 bbox=[279, 40, 418, 1552]
article-body bbox=[978, 131, 1110, 318]
paragraph: The police contend that this loan was for the purpose of enabling Le Ong to escape. bbox=[422, 339, 552, 370]
subhead: TWELVE DAYS IN A BOAT. bbox=[854, 376, 954, 386]
dateline: AUCKLAND, June 25. bbox=[170, 408, 248, 418]
article-body bbox=[839, 425, 969, 773]
column-rule bbox=[432, 1083, 542, 1084]
advertisement: When you wake up in the morning with a bad taste in your mouth you know that you need a dose of Chamberlain's Stomach and Liver Tablets. They will cleanse and invigorate your stomach, and improve the digestion. For sale by all chemists and storekeepers. bbox=[700, 1188, 830, 1236]
paragraph: A scheme was submitted to hold meetings in favour of the Government's financial proposals in every constituency. Mr Winston Churchill was appointed chairman of the Executive Committee. bbox=[561, 205, 691, 267]
wire-credit: United Press Association—By Electric Telegraph Copyright. bbox=[288, 102, 408, 115]
section-heading: METHODIST CHURCH. bbox=[579, 1024, 673, 1035]
subhead: TOURISTS DROWNED. bbox=[305, 813, 391, 823]
section-heading: AMERICAN RAILWAY ENTERPRISE. bbox=[441, 522, 533, 544]
article-body bbox=[283, 850, 413, 881]
subhead: WRIGHT AEROPLANES FOR GERMANY. bbox=[295, 723, 401, 743]
dateline: NAPIER, June 25. bbox=[1013, 1183, 1075, 1193]
paragraph: A sale of purebred poultry is to be held at the Masterton Auction Mart by Mr J. R. Nicol, to-day, at 12 o'clock noon. bbox=[4, 245, 135, 286]
paragraph: Eastern files contain a thrilling story in connection with the war against the Chinese rebels in Sumatra. bbox=[839, 141, 969, 172]
subhead: PREPARING FOR CONTINGENCIES. bbox=[592, 79, 660, 98]
column-rule bbox=[849, 888, 959, 889]
paragraph: A portion of Albury is flooded. bbox=[291, 185, 393, 195]
paragraph: It is stated that Colonel Foxton, Honorary Minister who is on his way to London to represent the Commonwealth at the Imperial Conference is commissioned to urge any specific views upon the Conference, but rather to deal with suggestions, at the same time preserving Australian ideals. bbox=[144, 131, 274, 225]
paragraph: A concert and dance in aid of the funds of the Dalefield School is being arranged for Friday, July 2nd. The children attending the school are practising hard for the entertainment, and will be assisted by a number of adults. As the object is one which is deserving of support, it is sincerely hoped that the efforts of the promoters will be rewarded with success. bbox=[283, 937, 413, 1041]
subhead: (FROM OUR RESIDENT REPORTER). bbox=[304, 903, 392, 923]
article-body bbox=[561, 953, 691, 1015]
dateline: LONDON, June 24. bbox=[315, 474, 381, 484]
article-body bbox=[978, 1421, 1110, 1621]
article-body bbox=[422, 974, 552, 1079]
paragraph: Messrs Abraham and Williams, Ltd., reports a fair attendance at the Palmerston North wool, skin, and hide sales to-day. Prices for wool and skins were in advance of last month's but hides showed a dullness. We quote:—Wool.—Lambs, 4d; pieces, 3d; crutchings, 4d. Sheepskins.—Half-bred, 8d per lb; crossbred medium to fine, 6d to 7d; crossbred damaged, 3d to 4d; merino, 5d to 6d; lambs, 3d to 4d. Hides.—Ox, heavy, 7d; cow, heavy, 5d; calfskins, 6d. Tallow.—In tins, 17s to 19s 6d per cwt.; casks, 16s 6d per cwt.; wine casks, 20s per cwt. Cowtails at per dozen, 1s 3d. Horsehair, 1s 4d per lb. bbox=[700, 461, 830, 638]
paragraph: The Governor of Acheen was so shocked at the occurrence that he issued an order to prevent further similar horrors. bbox=[839, 290, 969, 331]
subhead: PORTIONS OF TOWNS SUBMERGED. bbox=[302, 66, 394, 87]
paragraph: The Government troops located a band of rebels in a large cave. As they refused to surrender by order of the military commander, a fire was lighted at the mouth of the cave, kept going for a while and then extinguished. bbox=[839, 174, 969, 236]
column-1 bbox=[0, 40, 140, 1816]
paragraph: The windows in the premises of the Masterton Branch of the New Zealand Clothing Factory are dressed in an attractive manner just now, selections from three different departments being exhibited. Boys' jersey and 'Varsity suits are shown in excellent styles, and in numerous varieties, whilst men's hard and soft felt hats and ladies' and gent's boots and shoes occupy a window space each. bbox=[4, 425, 135, 539]
subhead: UNEMPLOYED AT BROKEN HILL. bbox=[423, 737, 551, 747]
dateline: Received June 25, 9.30 a.m. bbox=[857, 400, 951, 410]
paragraph: A boat containing Captain Lindsell and six members of the crew of the Norwegian barque Orleans, bound from Seychelles to Dunedin, with a cargo of guano, reached Macquarie Heads last night. bbox=[839, 424, 969, 486]
section-heading: TERMS OF THE LOAN. bbox=[861, 1478, 947, 1488]
article-body bbox=[978, 544, 1110, 1138]
paragraph: Messrs Gleninning and Co.'s Gallery, Argyll street, London, last month, a rare New Zealand id stamp realised £3 4s. Its date was 1855, watermark a star, imperforate, the colour dull carmine. bbox=[4, 192, 135, 244]
article-body bbox=[144, 1191, 274, 1462]
article-body bbox=[561, 142, 691, 458]
paragraph: A second disaster has occurred in Adventure Bay. The barque Natal Queen was finishing loading timber in heavy weather, when she grounded on the rocks and filled. The crew of nine men landed safely. bbox=[839, 689, 969, 751]
section-heading: VICTORIAN TAXATION. bbox=[298, 568, 398, 579]
paragraph: Sir Henry Norman, Organising Secretary of Mr Haldane's Budget League, states that a thousand meetings are contemplated. Cabinet Ministers and other effective platform orators will deliver speeches. bbox=[561, 952, 691, 1014]
paragraph: There are still one or five hundred miners at Broken Hill unemployed, as a result of the late trouble. bbox=[422, 795, 552, 826]
dateline: Received June 25, 10.5 a.m. bbox=[301, 825, 395, 835]
paragraph: The number of hotels in the Auckland district that will be closed will be 28, of which 14 are in Ohinemuri and four in Eden, in both of which districts No-license was carried. The closing of remaining 10 hotels has been brought about by reduction. bbox=[144, 484, 274, 557]
dateline: Received June 25, 10.5 a.m. bbox=[718, 227, 812, 237]
section-heading: CARTERTON NEWS. bbox=[306, 890, 390, 901]
dateline: Received June 25, 11.35 p.m. bbox=[438, 1112, 536, 1122]
section-heading: RIVER AT ALBURY STILL RISING. bbox=[295, 304, 401, 326]
subhead: FIVE HUNDRED MEN OUT OF WORK. bbox=[431, 749, 543, 769]
section-heading: A BIG NUGGET. bbox=[732, 214, 798, 225]
